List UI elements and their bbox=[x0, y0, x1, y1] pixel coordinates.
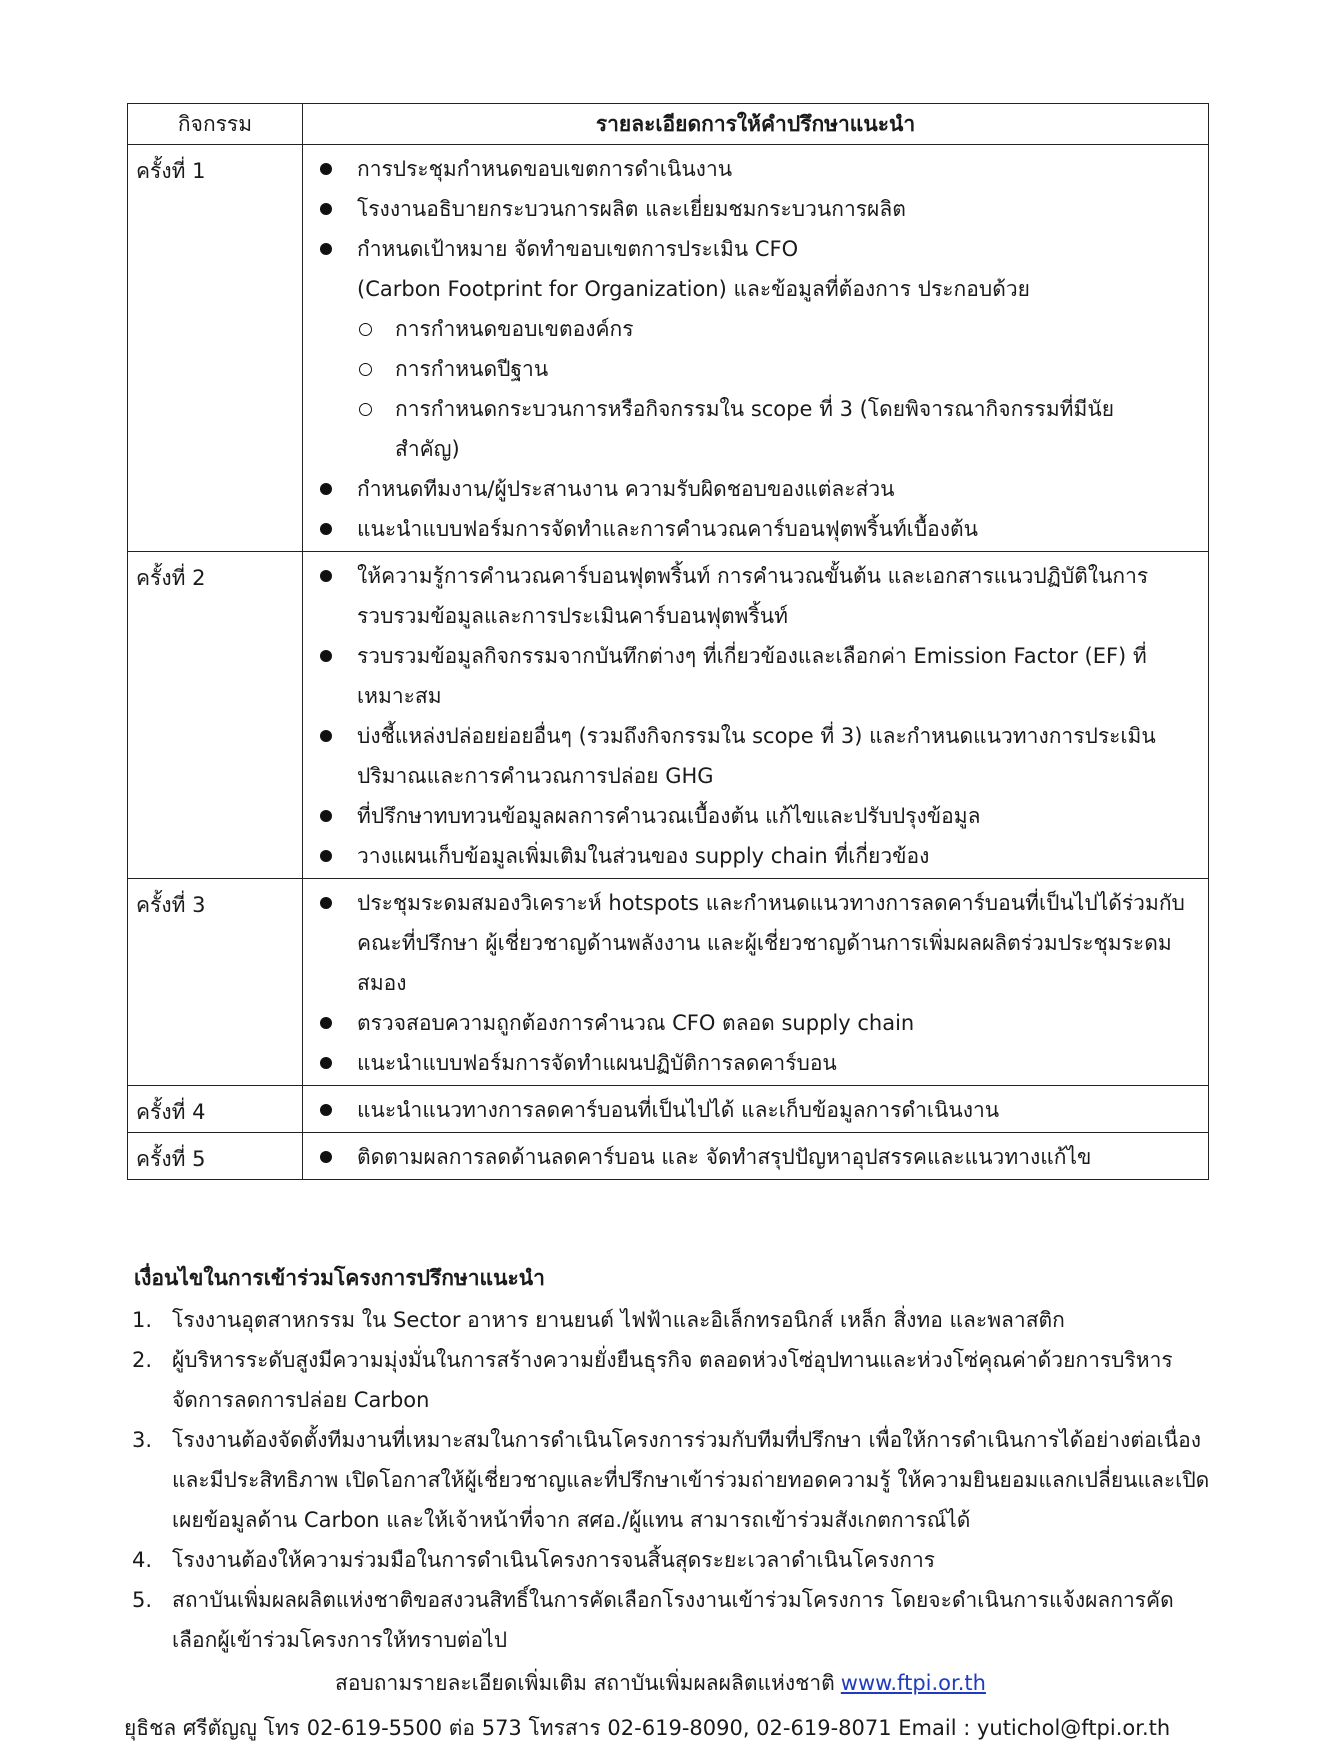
round-label: ครั้งที่ 2 bbox=[128, 552, 303, 879]
round-details bbox=[303, 145, 1209, 552]
table-row-round-4 bbox=[128, 1086, 1209, 1133]
contact-info-line bbox=[0, 1663, 1321, 1703]
list-item: แนะนำแบบฟอร์มการจัดทำและการคำนวณคาร์บอนฟุตพริ้นท์เบื้องต้น bbox=[303, 509, 1192, 549]
round-label: ครั้งที่ 1 bbox=[128, 145, 303, 552]
round-label: ครั้งที่ 5 bbox=[128, 1133, 303, 1180]
condition-number: 2. bbox=[132, 1348, 153, 1372]
list-item: ประชุมระดมสมองวิเคราะห์ hotspots และกำหนดแนวทางการลดคาร์บอนที่เป็นไปได้ร่วมกับคณะที่ปรึกษา ผู้เชี่ยวชาญด้านพลังงาน และผู้เชี่ยวชาญด้านการเพิ่มผลผลิตร่วมประชุมระดมสมอง bbox=[303, 883, 1192, 1003]
participation-conditions bbox=[130, 1258, 1210, 1660]
round-details bbox=[303, 552, 1209, 879]
consulting-activity-table bbox=[127, 103, 1209, 1180]
round-details bbox=[303, 1086, 1209, 1133]
condition-item bbox=[130, 1300, 1210, 1340]
list-item: บ่งชี้แหล่งปล่อยย่อยอื่นๆ (รวมถึงกิจกรรมใน scope ที่ 3) และกำหนดแนวทางการประเมินปริมาณและการคำนวณการปล่อย GHG bbox=[303, 716, 1192, 796]
list-item: ตรวจสอบความถูกต้องการคำนวณ CFO ตลอด supply chain bbox=[303, 1003, 1192, 1043]
table-row-round-3 bbox=[128, 879, 1209, 1086]
list-item: ให้ความรู้การคำนวณคาร์บอนฟุตพริ้นท์ การคำนวณขั้นต้น และเอกสารแนวปฏิบัติในการรวบรวมข้อมูลและการประเมินคาร์บอนฟุตพริ้นท์ bbox=[303, 556, 1192, 636]
website-link[interactable]: www.ftpi.or.th bbox=[840, 1671, 986, 1695]
condition-text: สถาบันเพิ่มผลผลิตแห่งชาติขอสงวนสิทธิ์ในการคัดเลือกโรงงานเข้าร่วมโครงการ โดยจะดำเนินการแจ้งผลการคัดเลือกผู้เข้าร่วมโครงการให้ทราบต่อไป bbox=[172, 1588, 1174, 1652]
round-details bbox=[303, 879, 1209, 1086]
condition-number: 3. bbox=[132, 1428, 153, 1452]
condition-text: โรงงานต้องจัดตั้งทีมงานที่เหมาะสมในการดำเนินโครงการร่วมกับทีมที่ปรึกษา เพื่อให้การดำเนินการได้อย่างต่อเนื่องและมีประสิทธิภาพ เปิดโอกาสให้ผู้เชี่ยวชาญและที่ปรึกษาเข้าร่วมถ่ายทอดความรู้ ให้ความยินยอมแลกเปลี่ยนและเปิดเผยข้อมูลด้าน Carbon และให้เจ้าหน้าที่จาก สศอ./ผู้แทน สามารถเข้าร่วมสังเกตการณ์ได้ bbox=[172, 1428, 1210, 1532]
list-item: ที่ปรึกษาทบทวนข้อมูลผลการคำนวณเบื้องต้น แก้ไขและปรับปรุงข้อมูล bbox=[303, 796, 1192, 836]
round-label: ครั้งที่ 3 bbox=[128, 879, 303, 1086]
sub-list-item: การกำหนดขอบเขตองค์กร bbox=[357, 309, 1192, 349]
condition-text: ผู้บริหารระดับสูงมีความมุ่งมั่นในการสร้างความยั่งยืนธุรกิจ ตลอดห่วงโซ่อุปทานและห่วงโซ่คุณค่าด้วยการบริหารจัดการลดการปล่อย Carbon bbox=[172, 1348, 1173, 1412]
contact-person-line: ยุธิชล ศรีตัญญู โทร 02-619-5500 ต่อ 573 โทรสาร 02-619-8090, 02-619-8071 Email : yutichol@ftpi.or.th bbox=[124, 1716, 1171, 1740]
header-detail: รายละเอียดการให้คำปรึกษาแนะนำ bbox=[303, 104, 1209, 145]
table-row-round-1 bbox=[128, 145, 1209, 552]
round-details bbox=[303, 1133, 1209, 1180]
sub-list-item: การกำหนดปีฐาน bbox=[357, 349, 1192, 389]
list-item: วางแผนเก็บข้อมูลเพิ่มเติมในส่วนของ supply chain ที่เกี่ยวข้อง bbox=[303, 836, 1192, 876]
condition-item bbox=[130, 1540, 1210, 1580]
condition-text: โรงงานอุตสาหกรรม ใน Sector อาหาร ยานยนต์ ไฟฟ้าและอิเล็กทรอนิกส์ เหล็ก สิ่งทอ และพลาสติก bbox=[172, 1308, 1065, 1332]
conditions-list bbox=[130, 1300, 1210, 1660]
list-item: กำหนดทีมงาน/ผู้ประสานงาน ความรับผิดชอบของแต่ละส่วน bbox=[303, 469, 1192, 509]
list-item: แนะนำแนวทางการลดคาร์บอนที่เป็นไปได้ และเก็บข้อมูลการดำเนินงาน bbox=[303, 1090, 1192, 1130]
header-activity: กิจกรรม bbox=[128, 104, 303, 145]
list-item: รวบรวมข้อมูลกิจกรรมจากบันทึกต่างๆ ที่เกี่ยวข้องและเลือกค่า Emission Factor (EF) ที่เหมาะสม bbox=[303, 636, 1192, 716]
table-row-round-5 bbox=[128, 1133, 1209, 1180]
condition-number: 1. bbox=[132, 1308, 153, 1332]
round-label: ครั้งที่ 4 bbox=[128, 1086, 303, 1133]
condition-text: โรงงานต้องให้ความร่วมมือในการดำเนินโครงการจนสิ้นสุดระยะเวลาดำเนินโครงการ bbox=[172, 1548, 936, 1572]
list-item: การประชุมกำหนดขอบเขตการดำเนินงาน bbox=[303, 149, 1192, 189]
conditions-title: เงื่อนไขในการเข้าร่วมโครงการปรึกษาแนะนำ bbox=[134, 1266, 545, 1290]
condition-number: 4. bbox=[132, 1548, 153, 1572]
condition-item bbox=[130, 1340, 1210, 1420]
contact-intro: สอบถามรายละเอียดเพิ่มเติม สถาบันเพิ่มผลผลิตแห่งชาติ bbox=[335, 1671, 835, 1695]
list-item: กำหนดเป้าหมาย จัดทำขอบเขตการประเมิน CFO (Carbon Footprint for Organization) และข้อมูลที่ต้องการ ประกอบด้วย การกำหนดขอบเขตองค์กร การกำหนดปีฐาน การกำหนดกระบวนการหรือกิจกรรมใน scope ที่ 3 (โดยพิจารณากิจกรรมที่มีนัยสำคัญ) bbox=[303, 229, 1192, 469]
condition-number: 5. bbox=[132, 1588, 153, 1612]
sub-list-item: การกำหนดกระบวนการหรือกิจกรรมใน scope ที่ 3 (โดยพิจารณากิจกรรมที่มีนัยสำคัญ) bbox=[357, 389, 1192, 469]
condition-item bbox=[130, 1580, 1210, 1660]
table-row-round-2 bbox=[128, 552, 1209, 879]
sub-list bbox=[357, 309, 1192, 469]
list-item: ติดตามผลการลดด้านลดคาร์บอน และ จัดทำสรุปปัญหาอุปสรรคและแนวทางแก้ไข bbox=[303, 1137, 1192, 1177]
list-item: แนะนำแบบฟอร์มการจัดทำแผนปฏิบัติการลดคาร์บอน bbox=[303, 1043, 1192, 1083]
condition-item bbox=[130, 1420, 1210, 1540]
table-header-row bbox=[128, 104, 1209, 145]
list-item: โรงงานอธิบายกระบวนการผลิต และเยี่ยมชมกระบวนการผลิต bbox=[303, 189, 1192, 229]
